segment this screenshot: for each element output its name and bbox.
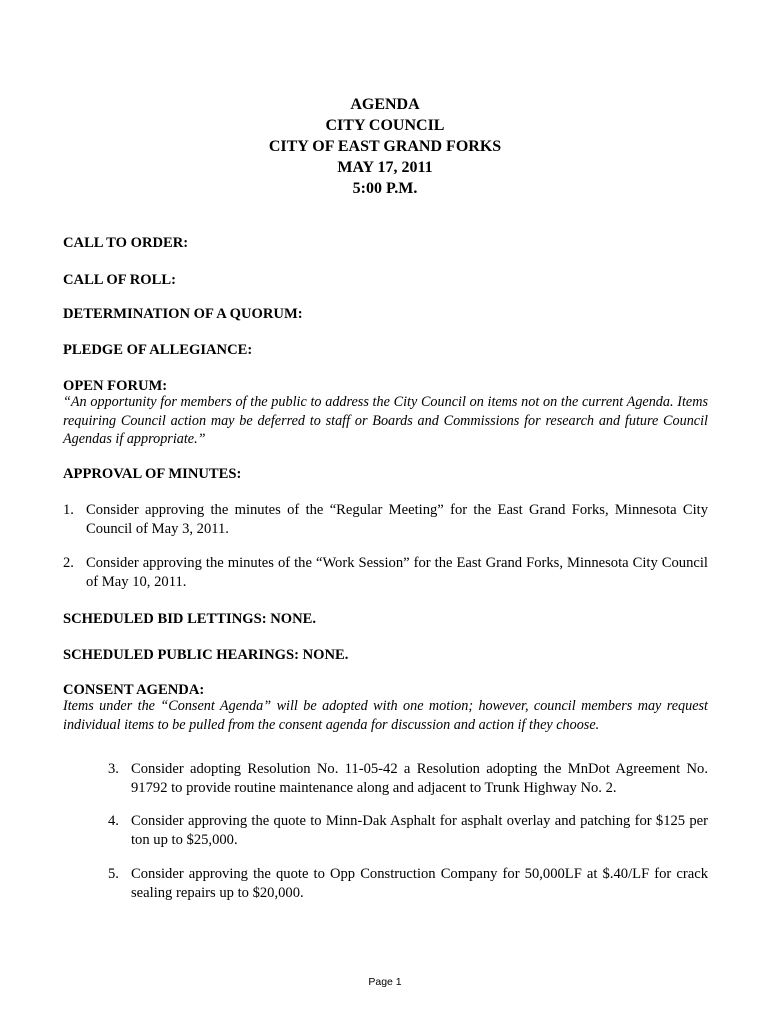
heading-consent-agenda: CONSENT AGENDA: — [63, 682, 205, 698]
header-time: 5:00 P.M. — [352, 180, 418, 197]
page-number: Page 1 — [368, 976, 402, 988]
open-forum-text: “An opportunity for members of the public to address the City Council on items not on the current Agenda. Items requiring Council action may be deferred to staff or Boards and Commissions for research and future Council Agendas if appropriate.” — [63, 394, 708, 447]
item-text: Consider approving the quote to Minn-Dak Asphalt for asphalt overlay and patching for $125 per ton up to $25,000. — [131, 813, 708, 848]
header-date: MAY 17, 2011 — [337, 159, 433, 176]
header-agenda: AGENDA — [350, 96, 420, 113]
agenda-item-2 — [63, 554, 708, 592]
heading-pledge: PLEDGE OF ALLEGIANCE: — [63, 342, 253, 358]
header-city-name: CITY OF EAST GRAND FORKS — [268, 138, 502, 155]
heading-call-of-roll: CALL OF ROLL: — [63, 272, 176, 288]
item-text: Consider adopting Resolution No. 11-05-42 a Resolution adopting the MnDot Agreement No. 91792 to provide routine maintenance along and adjacent to Trunk Highway No. 2. — [131, 761, 708, 796]
heading-quorum: DETERMINATION OF A QUORUM: — [63, 306, 303, 322]
item-text: Consider approving the minutes of the “Regular Meeting” for the East Grand Forks, Minnesota City Council of May 3, 2011. — [86, 502, 708, 537]
item-text: Consider approving the minutes of the “Work Session” for the East Grand Forks, Minnesota City Council of May 10, 2011. — [86, 555, 708, 590]
item-number: 3. — [108, 761, 119, 777]
header-city-council: CITY COUNCIL — [325, 117, 445, 134]
item-number: 1. — [63, 502, 74, 518]
heading-open-forum: OPEN FORUM: — [63, 378, 168, 394]
heading-call-to-order: CALL TO ORDER: — [63, 235, 189, 251]
item-text: Consider approving the quote to Opp Construction Company for 50,000LF at $.40/LF for crack sealing repairs up to $20,000. — [131, 866, 708, 901]
consent-agenda-text: Items under the “Consent Agenda” will be adopted with one motion; however, council members may request individual items to be pulled from the consent agenda for discussion and action if they choose. — [63, 698, 708, 733]
item-number: 2. — [63, 555, 74, 571]
agenda-item-5 — [108, 865, 708, 903]
item-number: 4. — [108, 813, 119, 829]
heading-public-hearings: SCHEDULED PUBLIC HEARINGS: NONE. — [63, 647, 349, 663]
heading-bid-lettings: SCHEDULED BID LETTINGS: NONE. — [63, 611, 317, 627]
agenda-item-4 — [108, 812, 708, 850]
agenda-header — [0, 94, 770, 199]
item-number: 5. — [108, 866, 119, 882]
agenda-item-1 — [63, 501, 708, 539]
agenda-item-3 — [108, 760, 708, 798]
heading-approval-minutes: APPROVAL OF MINUTES: — [63, 466, 242, 482]
